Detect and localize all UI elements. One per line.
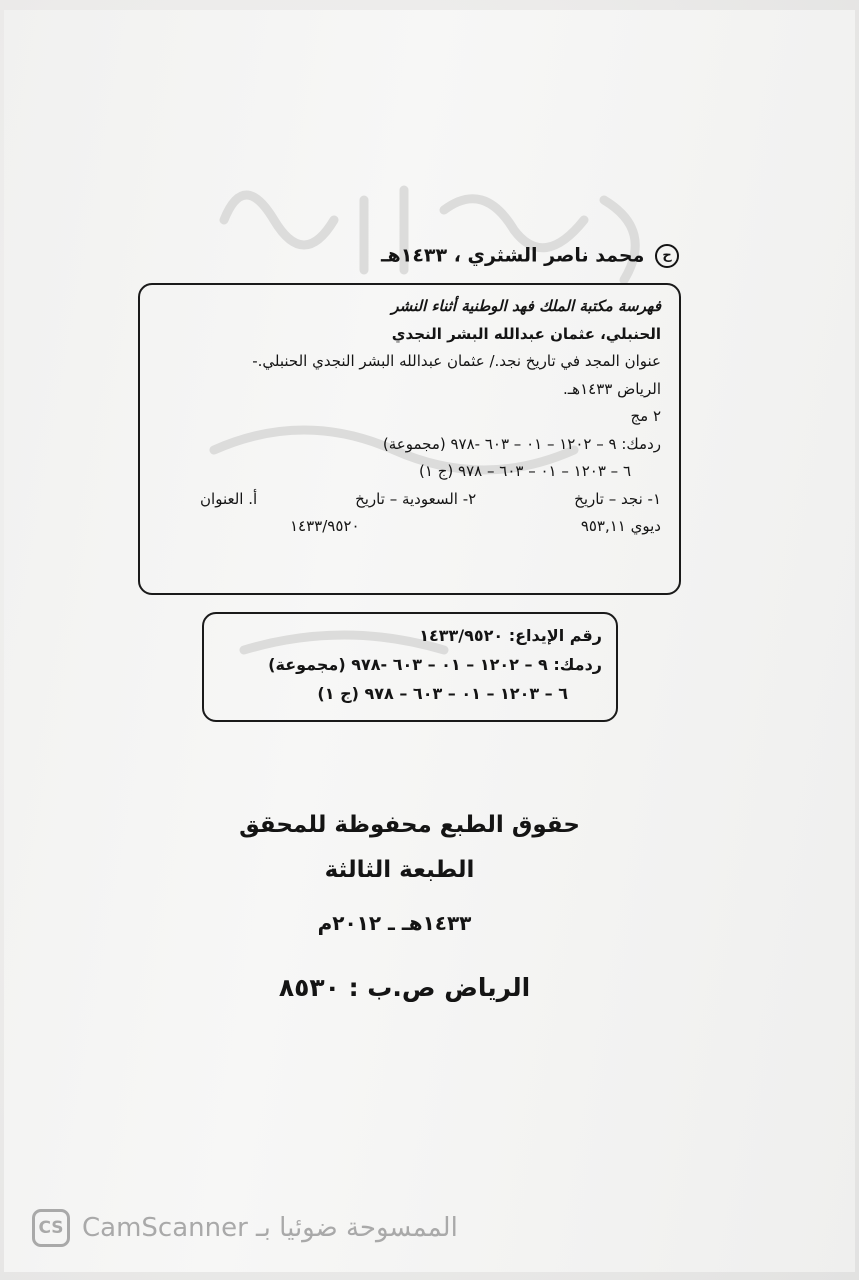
subject-najd: ١- نجد – تاريخ xyxy=(574,489,661,508)
camscanner-logo-icon: CS xyxy=(32,1209,70,1247)
copyright-text: محمد ناصر الشثري ، ١٤٣٣هـ xyxy=(381,244,645,267)
scanner-watermark xyxy=(32,1208,458,1248)
watermark-text: الممسوحة ضوئيا بـ CamScanner xyxy=(82,1213,458,1243)
classification-number: ١٤٣٣/٩٥٢٠ xyxy=(290,517,360,535)
edition-label: الطبعة الثالثة xyxy=(324,857,475,883)
catalog-classification xyxy=(140,513,679,541)
catalog-volumes: ٢ مج xyxy=(630,407,661,425)
catalog-record-box xyxy=(138,283,681,595)
catalog-author: الحنبلي، عثمان عبدالله البشر النجدي xyxy=(391,324,661,343)
deposit-number: رقم الإيداع: ١٤٣٣/٩٥٢٠ xyxy=(419,626,602,645)
subject-title: أ. العنوان xyxy=(200,489,258,508)
catalog-place: الرياض ١٤٣٣هـ. xyxy=(563,379,661,398)
deposit-isbn-volume: ٦ – ١٢٠٣ – ٠١ – ٦٠٣ – ٩٧٨ (ج ١) xyxy=(317,684,568,703)
publication-date: ١٤٣٣هـ ـ ٢٠١٢م xyxy=(317,911,472,935)
catalog-heading: فهرسة مكتبة الملك فهد الوطنية أثناء النشر xyxy=(391,297,661,315)
copyright-line xyxy=(381,244,679,268)
catalog-isbn-set: ردمك: ٩ – ١٢٠٢ – ٠١ – ٦٠٣ -٩٧٨ (مجموعة) xyxy=(382,434,661,453)
catalog-isbn-volume: ٦ – ١٢٠٣ – ٠١ – ٦٠٣ – ٩٧٨ (ج ١) xyxy=(419,462,631,480)
deposit-isbn-set: ردمك: ٩ – ١٢٠٢ – ٠١ – ٦٠٣ -٩٧٨ (مجموعة) xyxy=(268,655,602,674)
publisher-address: الرياض ص.ب : ٨٥٣٠ xyxy=(278,973,531,1002)
catalog-subjects xyxy=(140,486,679,514)
subject-saudi: ٢- السعودية – تاريخ xyxy=(355,489,477,508)
dewey-number: ديوي ٩٥٣,١١ xyxy=(580,517,661,535)
copyright-symbol: ح xyxy=(655,244,679,268)
legal-deposit-box xyxy=(202,612,618,722)
rights-reserved: حقوق الطبع محفوظة للمحقق xyxy=(239,812,580,838)
catalog-title: عنوان المجد في تاريخ نجد./ عثمان عبدالله البشر النجدي الحنبلي.- xyxy=(252,352,661,370)
